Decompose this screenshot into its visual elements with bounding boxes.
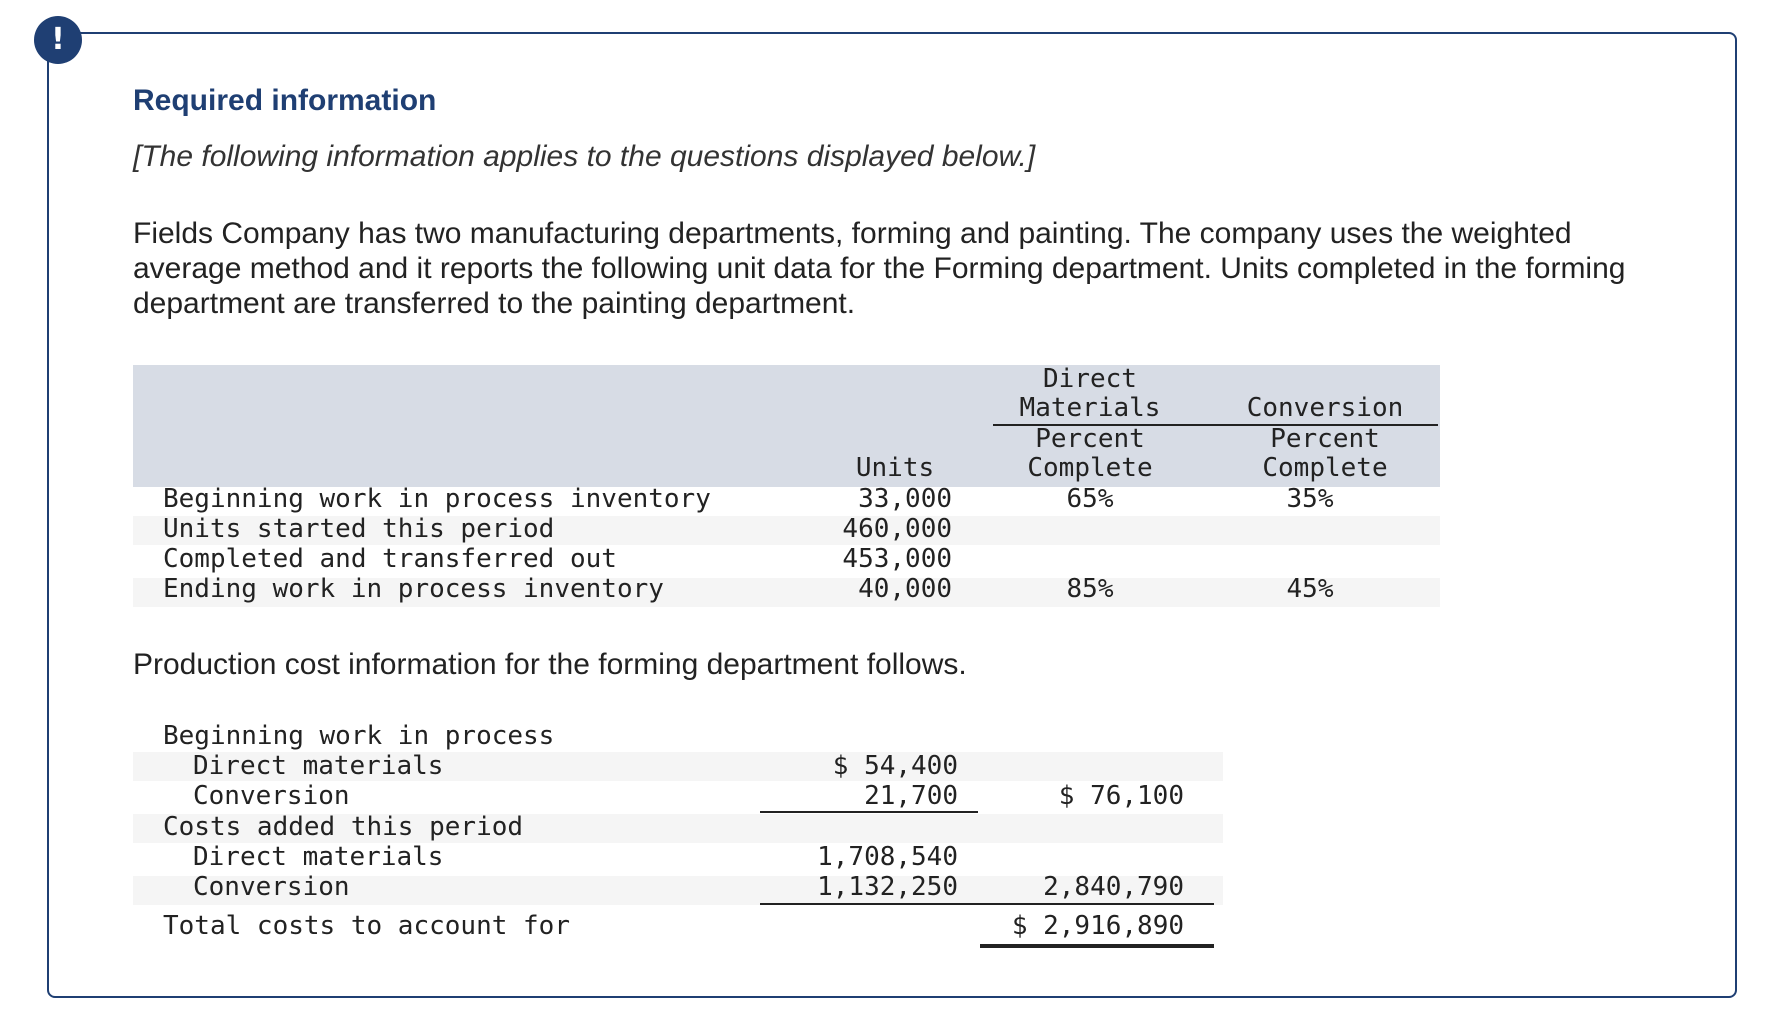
total-value: $ 2,916,890: [1011, 911, 1184, 941]
row-conv-pct: 45%: [1286, 574, 1334, 604]
cost-item-value: $ 54,400: [832, 751, 958, 781]
row-label: Units started this period: [163, 514, 555, 544]
row-units: 453,000: [842, 544, 952, 574]
row-units: 40,000: [858, 574, 952, 604]
cost-subtotal: $ 76,100: [1058, 781, 1184, 811]
cost-item-label: Direct materials: [193, 751, 444, 781]
row-label: Ending work in process inventory: [163, 574, 664, 604]
cost-item-value: 21,700: [864, 781, 958, 811]
section-title: Required information: [133, 84, 437, 117]
alert-icon: !: [34, 16, 82, 64]
cost-subtotal: 2,840,790: [1043, 872, 1184, 902]
dm-subheader-1: Percent: [1035, 424, 1145, 454]
row-units: 33,000: [858, 484, 952, 514]
conv-header: Conversion: [1246, 393, 1404, 423]
applies-note: [The following information applies to the questions displayed below.]: [133, 140, 1036, 173]
cost-item-label: Conversion: [193, 872, 350, 902]
total-label: Total costs to account for: [163, 911, 570, 941]
intro-paragraph: Fields Company has two manufacturing departments, forming and painting. The company uses the weighted average method and it reports the following unit data for the Forming department. Units completed in the forming department are transferred to the painting department.: [133, 217, 1626, 320]
cost-section-label: Costs added this period: [163, 812, 524, 842]
cost-item-label: Conversion: [193, 781, 350, 811]
row-dm-pct: 65%: [1066, 484, 1114, 514]
cost-item-value: 1,132,250: [817, 872, 958, 902]
row-dm-pct: 85%: [1066, 574, 1114, 604]
cost-item-value: 1,708,540: [817, 842, 958, 872]
row-conv-pct: 35%: [1286, 484, 1334, 514]
dm-header-line1: Direct: [1043, 364, 1137, 394]
row-units: 460,000: [842, 514, 952, 544]
double-underline: [980, 944, 1214, 948]
subtotal-rule: [760, 811, 978, 813]
cost-section-label: Beginning work in process: [163, 721, 555, 751]
row-label: Beginning work in process inventory: [163, 484, 711, 514]
production-intro: Production cost information for the forming department follows.: [133, 648, 967, 681]
units-header: Units: [855, 453, 935, 483]
conv-subheader-2: Complete: [1262, 453, 1388, 483]
row-label: Completed and transferred out: [163, 544, 617, 574]
cost-item-label: Direct materials: [193, 842, 444, 872]
dm-subheader-2: Complete: [1027, 453, 1153, 483]
total-rule: [760, 903, 1214, 905]
conv-subheader-1: Percent: [1270, 424, 1380, 454]
dm-header-line2: Materials: [1019, 393, 1161, 423]
